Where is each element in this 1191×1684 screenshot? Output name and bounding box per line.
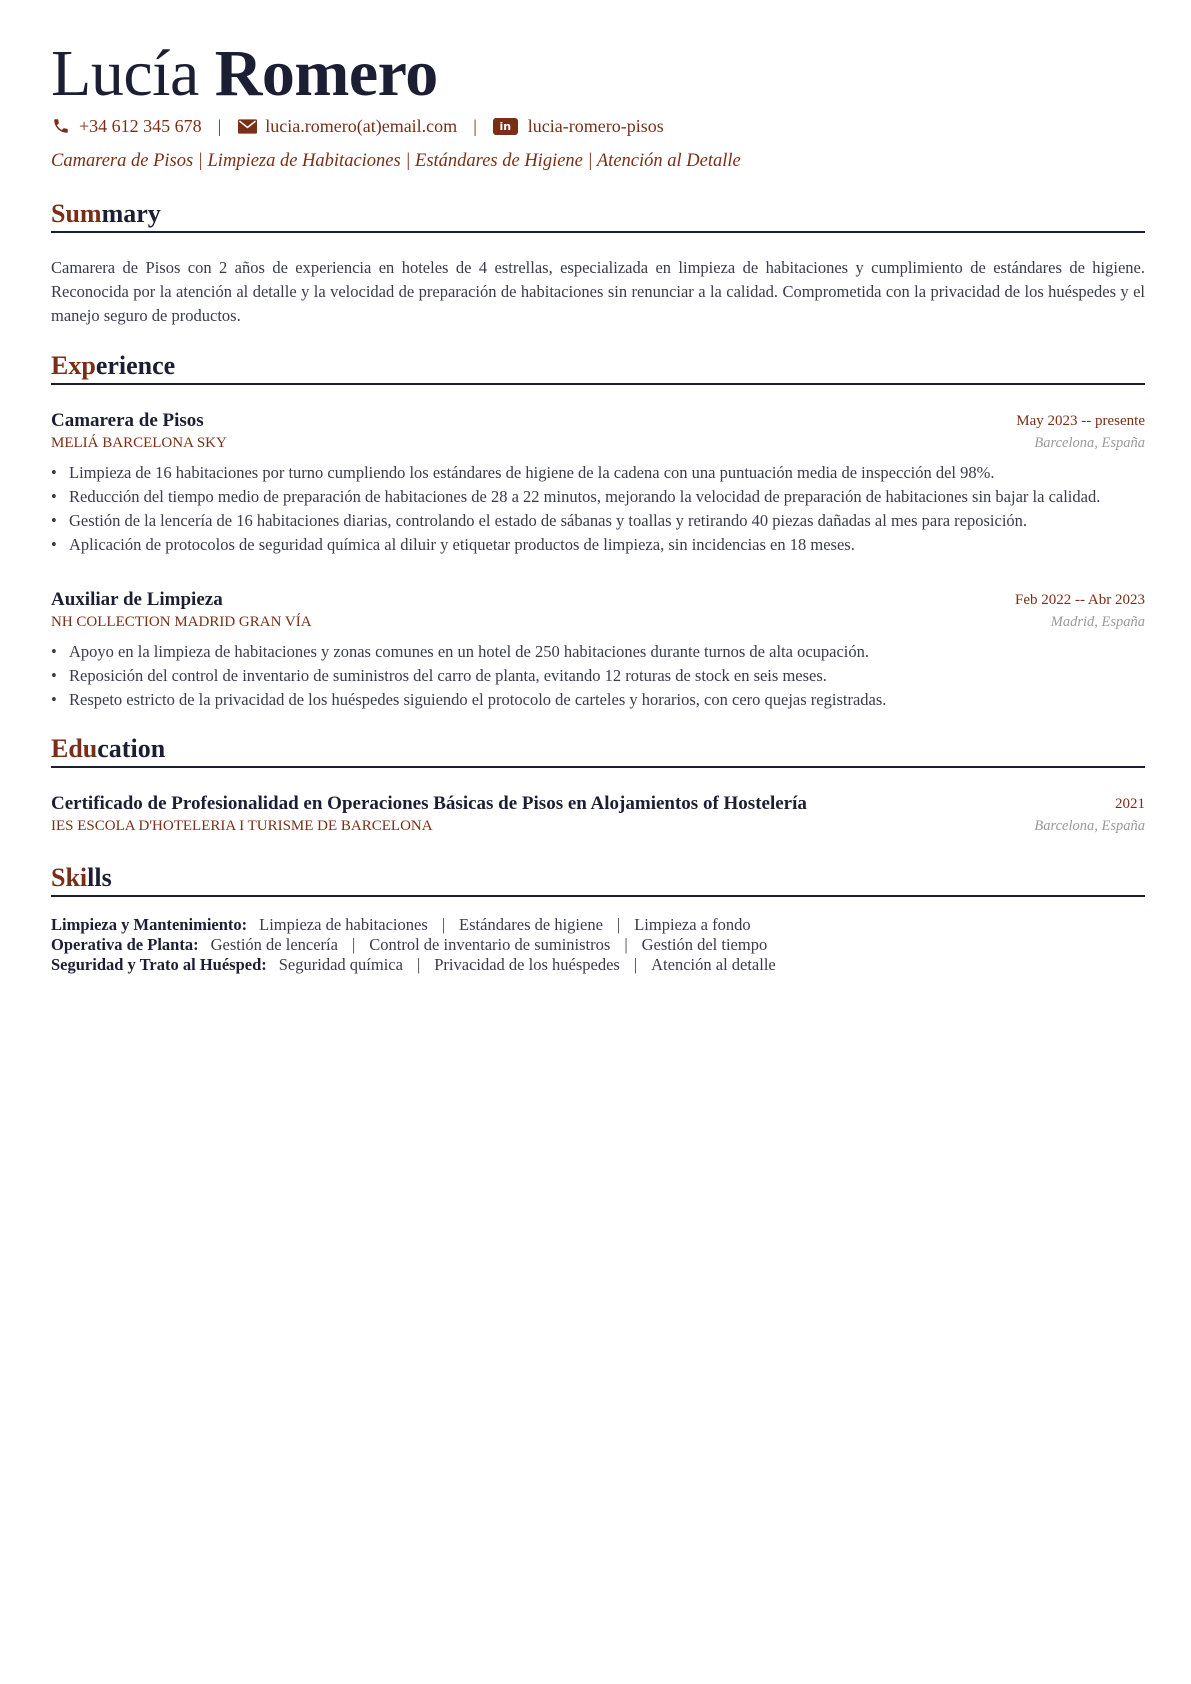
job-location: Barcelona, España — [1034, 435, 1145, 451]
skill-category: Operativa de Planta: — [51, 935, 199, 954]
skill-row: Operativa de Planta: Gestión de lencería | Control de inventario de suministros | Gestión del tiempo — [51, 935, 768, 954]
job-dates: Feb 2022 -- Abr 2023 — [1015, 592, 1145, 608]
education-year: 2021 — [1115, 796, 1145, 812]
section-title-education: Education — [51, 733, 1145, 768]
contact-line — [51, 114, 664, 138]
skills-list — [51, 915, 1145, 975]
envelope-icon — [237, 116, 257, 136]
job-title: Camarera de Pisos — [51, 410, 204, 431]
email-contact[interactable] — [237, 116, 457, 137]
skill-item: Gestión del tiempo — [641, 935, 768, 954]
summary-text: Camarera de Pisos con 2 años de experiencia en hoteles de 4 estrellas, especializada en limpieza de habitaciones y cumplimiento de estándares de higiene. Reconocida por la atención al detalle y la velocidad de preparación de habitaciones sin renunciar a la calidad. Comprometida con la privacidad de los huéspedes y el manejo seguro de productos. — [51, 258, 1145, 325]
linkedin-handle: lucia-romero-pisos — [527, 115, 664, 136]
skill-category: Seguridad y Trato al Huésped: — [51, 955, 267, 974]
job-company: MELIÁ BARCELONA SKY — [51, 435, 227, 451]
job-location: Madrid, España — [1050, 614, 1145, 630]
skill-row: Limpieza y Mantenimiento: Limpieza de habitaciones | Estándares de higiene | Limpieza a fondo — [51, 915, 751, 934]
education-location: Barcelona, España — [1034, 818, 1145, 834]
email-address: lucia.romero(at)email.com — [265, 115, 458, 136]
list-item: • Respeto estricto de la privacidad de los huéspedes siguiendo el protocolo de carteles y horarios, con cero quejas registradas. — [51, 688, 1145, 712]
degree-title: Certificado de Profesionalidad en Operaciones Básicas de Pisos en Alojamientos of Hostelería — [51, 793, 807, 814]
job-dates: May 2023 -- presente — [1016, 413, 1145, 429]
first-name: Lucía — [51, 37, 199, 110]
job-title: Auxiliar de Limpieza — [51, 589, 223, 610]
school-name: IES ESCOLA D'HOTELERIA I TURISME DE BARCELONA — [51, 818, 433, 834]
list-item: • Reposición del control de inventario de suministros del carro de planta, evitando 12 roturas de stock en seis meses. — [51, 664, 1145, 688]
linkedin-icon: in — [493, 118, 518, 135]
job-bullets — [51, 640, 1145, 712]
skill-item: Seguridad química — [278, 955, 403, 974]
skill-item: Gestión de lencería — [210, 935, 338, 954]
skill-item: Privacidad de los huéspedes — [434, 955, 620, 974]
list-item: • Aplicación de protocolos de seguridad química al diluir y etiquetar productos de limpieza, sin incidencias en 18 meses. — [51, 533, 1145, 557]
skill-item: Control de inventario de suministros — [369, 935, 611, 954]
skill-item: Limpieza de habitaciones — [259, 915, 428, 934]
skill-category: Limpieza y Mantenimiento: — [51, 915, 248, 934]
candidate-name — [51, 36, 438, 112]
linkedin-contact[interactable] — [493, 116, 664, 137]
contact-separator: | — [473, 115, 477, 136]
list-item: • Limpieza de 16 habitaciones por turno cumpliendo los estándares de higiene de la cadena con una puntuación media de inspección del 98%. — [51, 461, 1145, 485]
skill-row: Seguridad y Trato al Huésped: Seguridad química | Privacidad de los huéspedes | Atención al detalle — [51, 955, 776, 974]
headline-tagline: Camarera de Pisos | Limpieza de Habitaciones | Estándares de Higiene | Atención al Detalle — [51, 151, 741, 171]
phone-contact[interactable] — [51, 116, 202, 137]
last-name: Romero — [214, 37, 438, 110]
skill-item: Estándares de higiene — [459, 915, 603, 934]
skill-item: Atención al detalle — [651, 955, 776, 974]
job-company: NH COLLECTION MADRID GRAN VÍA — [51, 614, 312, 630]
list-item: • Apoyo en la limpieza de habitaciones y zonas comunes en un hotel de 250 habitaciones durante turnos de alta ocupación. — [51, 640, 1145, 664]
section-title-summary: Summary — [51, 198, 1145, 233]
section-title-skills: Skills — [51, 862, 1145, 897]
list-item: • Gestión de la lencería de 16 habitaciones diarias, controlando el estado de sábanas y toallas y retirando 40 piezas dañadas al mes para reposición. — [51, 509, 1145, 533]
section-title-experience: Experience — [51, 350, 1145, 385]
job-bullets — [51, 461, 1145, 557]
skill-item: Limpieza a fondo — [634, 915, 751, 934]
contact-separator: | — [217, 115, 222, 136]
phone-icon — [51, 116, 71, 136]
phone-number: +34 612 345 678 — [79, 115, 202, 136]
list-item: • Reducción del tiempo medio de preparación de habitaciones de 28 a 22 minutos, mejorando la velocidad de preparación de habitaciones sin bajar la calidad. — [51, 485, 1145, 509]
